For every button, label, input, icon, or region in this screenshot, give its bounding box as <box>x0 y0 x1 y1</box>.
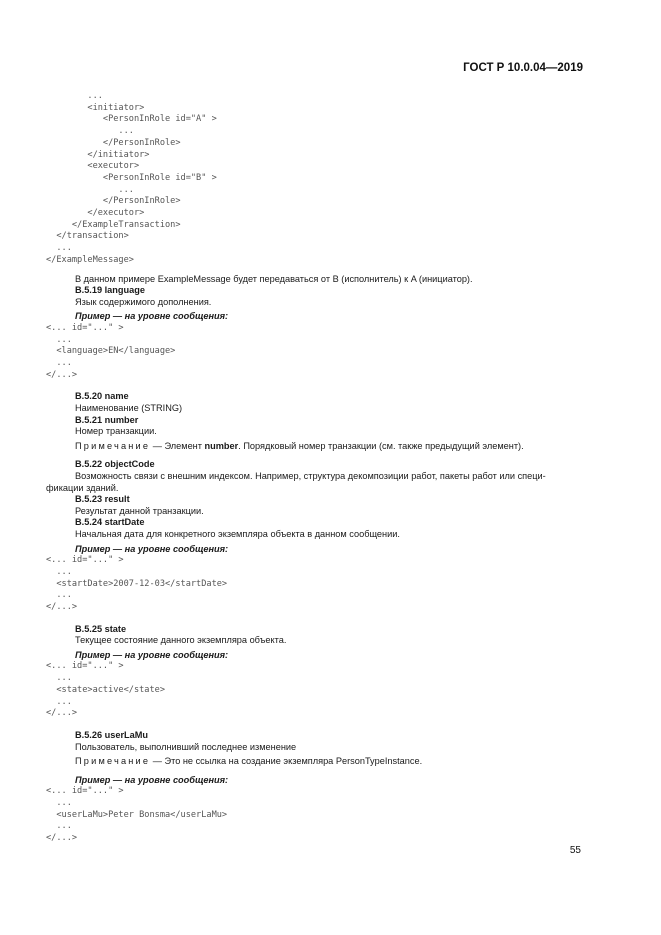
desc-b525: Текущее состояние данного экземпляра объекта. <box>75 635 287 646</box>
heading-b520: B.5.20 name <box>75 391 129 402</box>
heading-b526: B.5.26 userLaMu <box>75 729 149 740</box>
example-label-userlamu: Пример — на уровне сообщения: <box>75 774 229 785</box>
document-header: ГОСТ Р 10.0.04—2019 <box>463 62 583 74</box>
desc-b521: Номер транзакции. <box>75 426 157 437</box>
code-block-language: <... id="..." > ... <language>EN</language> ... </...> <box>46 322 176 380</box>
desc-b522-line1: Возможность связи с внешним индексом. Например, структура декомпозиции работ, пакеты работ или специ- <box>75 471 546 481</box>
code-block-startdate: <... id="..." > ... <startDate>2007-12-03</startDate> ... </...> <box>46 555 228 612</box>
example-label-startdate: Пример — на уровне сообщения: <box>75 543 229 554</box>
note-b521 <box>46 441 586 453</box>
page-number: 55 <box>569 845 581 856</box>
heading-b523: B.5.23 result <box>75 494 130 505</box>
note-text-bold: number <box>204 440 239 451</box>
desc-b522-line2: фикации зданий. <box>46 482 119 493</box>
code-block-state: <... id="..." > ... <state>active</state> ... </...> <box>46 661 165 719</box>
heading-b525: B.5.25 state <box>75 623 127 634</box>
heading-b521: B.5.21 number <box>75 414 139 425</box>
desc-b519: Язык содержимого дополнения. <box>75 296 212 307</box>
page-content <box>46 91 586 845</box>
code-block-userlamu: <... id="..." > ... <userLaMu>Peter Bonsma</userLaMu> ... </...> <box>46 786 228 844</box>
heading-b522: B.5.22 objectCode <box>75 459 155 470</box>
example-label-language: Пример — на уровне сообщения: <box>75 311 229 322</box>
note-text-b526: — Это не ссылка на создание экземпляра PersonTypeInstance. <box>150 756 423 767</box>
desc-b523: Результат данной транзакции. <box>75 505 204 516</box>
desc-b520: Наименование (STRING) <box>75 403 183 414</box>
note-text-pre: — Элемент <box>150 440 205 451</box>
desc-b524: Начальная дата для конкретного экземпляра объекта в данном сообщении. <box>75 528 400 539</box>
note-text-post: . Порядковый номер транзакции (см. также предыдущий элемент). <box>238 440 524 451</box>
code-block-transaction: ... <initiator> <PersonInRole id="A" > ... </PersonInRole> </initiator> <executor> <PersonInRole id="B" > ... </PersonInRole> </executor> </ExampleTransaction> </transaction> ... </ExampleMessage> <box>46 91 217 265</box>
note-label: Примечание <box>75 440 151 451</box>
note-b526 <box>46 756 586 768</box>
heading-b524: B.5.24 startDate <box>75 517 145 528</box>
paragraph-example-message: В данном примере ExampleMessage будет передаваться от B (исполнитель) к A (инициатор). <box>75 273 473 284</box>
note-label-b526: Примечание <box>75 756 151 767</box>
example-label-state: Пример — на уровне сообщения: <box>75 649 229 660</box>
heading-b519: B.5.19 language <box>75 285 145 296</box>
desc-b526: Пользователь, выполнивший последнее изменение <box>75 741 297 752</box>
